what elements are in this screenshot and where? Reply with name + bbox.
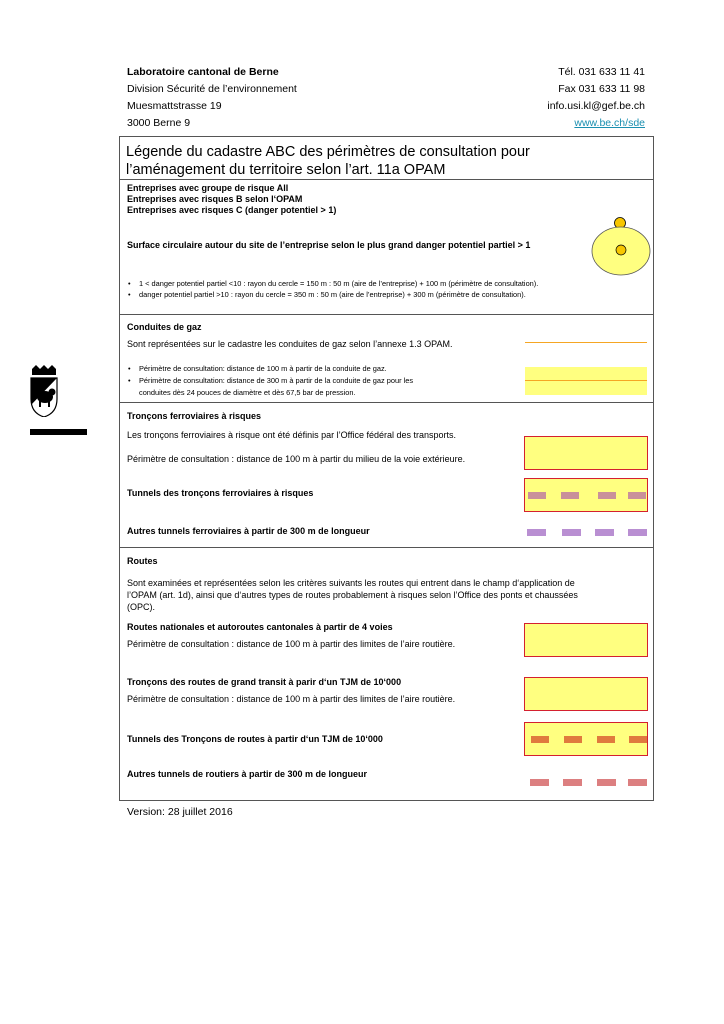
rail-tunnels: Tunnels des tronçons ferroviaires à risques <box>127 488 314 498</box>
rail-tunnel-symbol <box>524 478 648 512</box>
divider <box>120 314 653 315</box>
rail-other-tunnel-dash <box>527 529 546 536</box>
gas-bullet-2: • Périmètre de consultation: distance de 300 m à partir de la conduite de gaz pour les <box>139 375 413 386</box>
transit-roads-symbol <box>524 677 648 711</box>
rail-tunnel-dash <box>628 492 646 499</box>
road-other-tunnel-dash <box>597 779 616 786</box>
rail-heading: Tronçons ferroviaires à risques <box>127 411 262 421</box>
rail-other-tunnels: Autres tunnels ferroviaires à partir de 300 m de longueur <box>127 526 370 536</box>
road-other-tunnels: Autres tunnels de routiers à partir de 300 m de longueur <box>127 769 368 779</box>
gas-line-symbol <box>525 342 647 343</box>
legend-box <box>119 136 654 801</box>
enterprise-line-3: Entreprises avec risques C (danger potentiel > 1) <box>127 205 337 215</box>
gas-text: Sont représentées sur le cadastre les conduites de gaz selon l’annexe 1.3 OPAM. <box>127 339 453 349</box>
gas-centerline <box>525 380 647 381</box>
road-tunnel-dash <box>531 736 549 743</box>
divider <box>120 547 653 548</box>
rail-tunnel-dash <box>528 492 546 499</box>
rail-tunnel-dash <box>561 492 579 499</box>
rail-text-1: Les tronçons ferroviaires à risque ont été définis par l’Office fédéral des transports. <box>127 430 457 440</box>
city: 3000 Berne 9 <box>127 117 191 129</box>
gas-buffer-symbol <box>525 367 647 395</box>
division: Division Sécurité de l’environnement <box>127 83 297 95</box>
transit-roads-heading: Tronçons des routes de grand transit à parir d‘un TJM de 10‘000 <box>127 677 402 687</box>
national-roads-symbol <box>524 623 648 657</box>
gas-bullet-1: • Périmètre de consultation: distance de 100 m à partir de la conduite de gaz. <box>139 363 387 374</box>
website-link[interactable]: www.be.ch/sde <box>574 117 645 129</box>
divider <box>120 179 653 180</box>
divider <box>120 402 653 403</box>
separator-bar <box>30 429 87 435</box>
rail-text-2: Périmètre de consultation : distance de 100 m à partir du milieu de la voie extérieure. <box>127 454 466 464</box>
national-roads-heading: Routes nationales et autoroutes cantonales à partir de 4 voies <box>127 622 393 632</box>
enterprise-line-1: Entreprises avec groupe de risque All <box>127 183 289 193</box>
sender-address <box>127 64 297 132</box>
road-other-tunnel-dash <box>530 779 549 786</box>
roads-intro-2: l’OPAM (art. 1d), ainsi que d‘autres types de routes probablement à risques selon l’Office des ponts et chaussées <box>127 590 578 600</box>
gas-heading: Conduites de gaz <box>127 322 202 332</box>
bern-crest-icon <box>30 365 58 417</box>
road-tunnel-symbol <box>524 722 648 756</box>
road-other-tunnel-dash <box>628 779 647 786</box>
national-roads-perimeter: Périmètre de consultation : distance de 100 m à partir des limites de l’aire routière. <box>127 639 456 649</box>
email: info.usi.kl@gef.be.ch <box>547 100 645 112</box>
rail-other-tunnel-dash <box>562 529 581 536</box>
gas-bullet-2-cont: conduites dès 24 pouces de diamètre et dès 67,5 bar de pression. <box>139 388 356 397</box>
circle-heading: Surface circulaire autour du site de l’entreprise selon le plus grand danger potentiel partiel > 1 <box>127 240 531 250</box>
version-label: Version: 28 juillet 2016 <box>127 806 233 818</box>
road-other-tunnel-dash <box>563 779 582 786</box>
phone: Tél. 031 633 11 41 <box>558 66 645 78</box>
roads-heading: Routes <box>127 556 158 566</box>
roads-intro-3: (OPC). <box>127 602 155 612</box>
enterprise-bullet-2: • danger potentiel partiel >10 : rayon du cercle = 350 m : 50 m (aire de l’entreprise) + 300 m (périmètre de consultation). <box>139 289 526 300</box>
enterprise-line-2: Entreprises avec risques B selon l‘OPAM <box>127 194 303 204</box>
fax: Fax 031 633 11 98 <box>558 83 645 95</box>
org-name: Laboratoire cantonal de Berne <box>127 66 279 78</box>
rail-tunnel-dash <box>598 492 616 499</box>
page-title: Légende du cadastre ABC des périmètres de consultation pour l’aménagement du territoire selon l’art. 11a OPAM <box>126 144 530 178</box>
road-tunnel-dash <box>564 736 582 743</box>
rail-perimeter-symbol <box>524 436 648 470</box>
road-tunnel-dash <box>629 736 647 743</box>
street: Muesmattstrasse 19 <box>127 100 222 112</box>
transit-roads-perimeter: Périmètre de consultation : distance de 100 m à partir des limites de l’aire routière. <box>127 694 456 704</box>
road-tunnel-dash <box>597 736 615 743</box>
contact-block <box>547 64 645 132</box>
roads-intro-1: Sont examinées et représentées selon les critères suivants les routes qui entrent dans le champ d‘application de <box>127 578 575 588</box>
road-tunnels: Tunnels des Tronçons de routes à partir d‘un TJM de 10‘000 <box>127 734 383 744</box>
rail-other-tunnel-dash <box>595 529 614 536</box>
enterprise-bullet-1: • 1 < danger potentiel partiel <10 : rayon du cercle = 150 m : 50 m (aire de l’entreprise) + 100 m (périmètre de consultation). <box>139 278 538 289</box>
rail-other-tunnel-dash <box>628 529 647 536</box>
consultation-circle-icon <box>591 226 651 276</box>
